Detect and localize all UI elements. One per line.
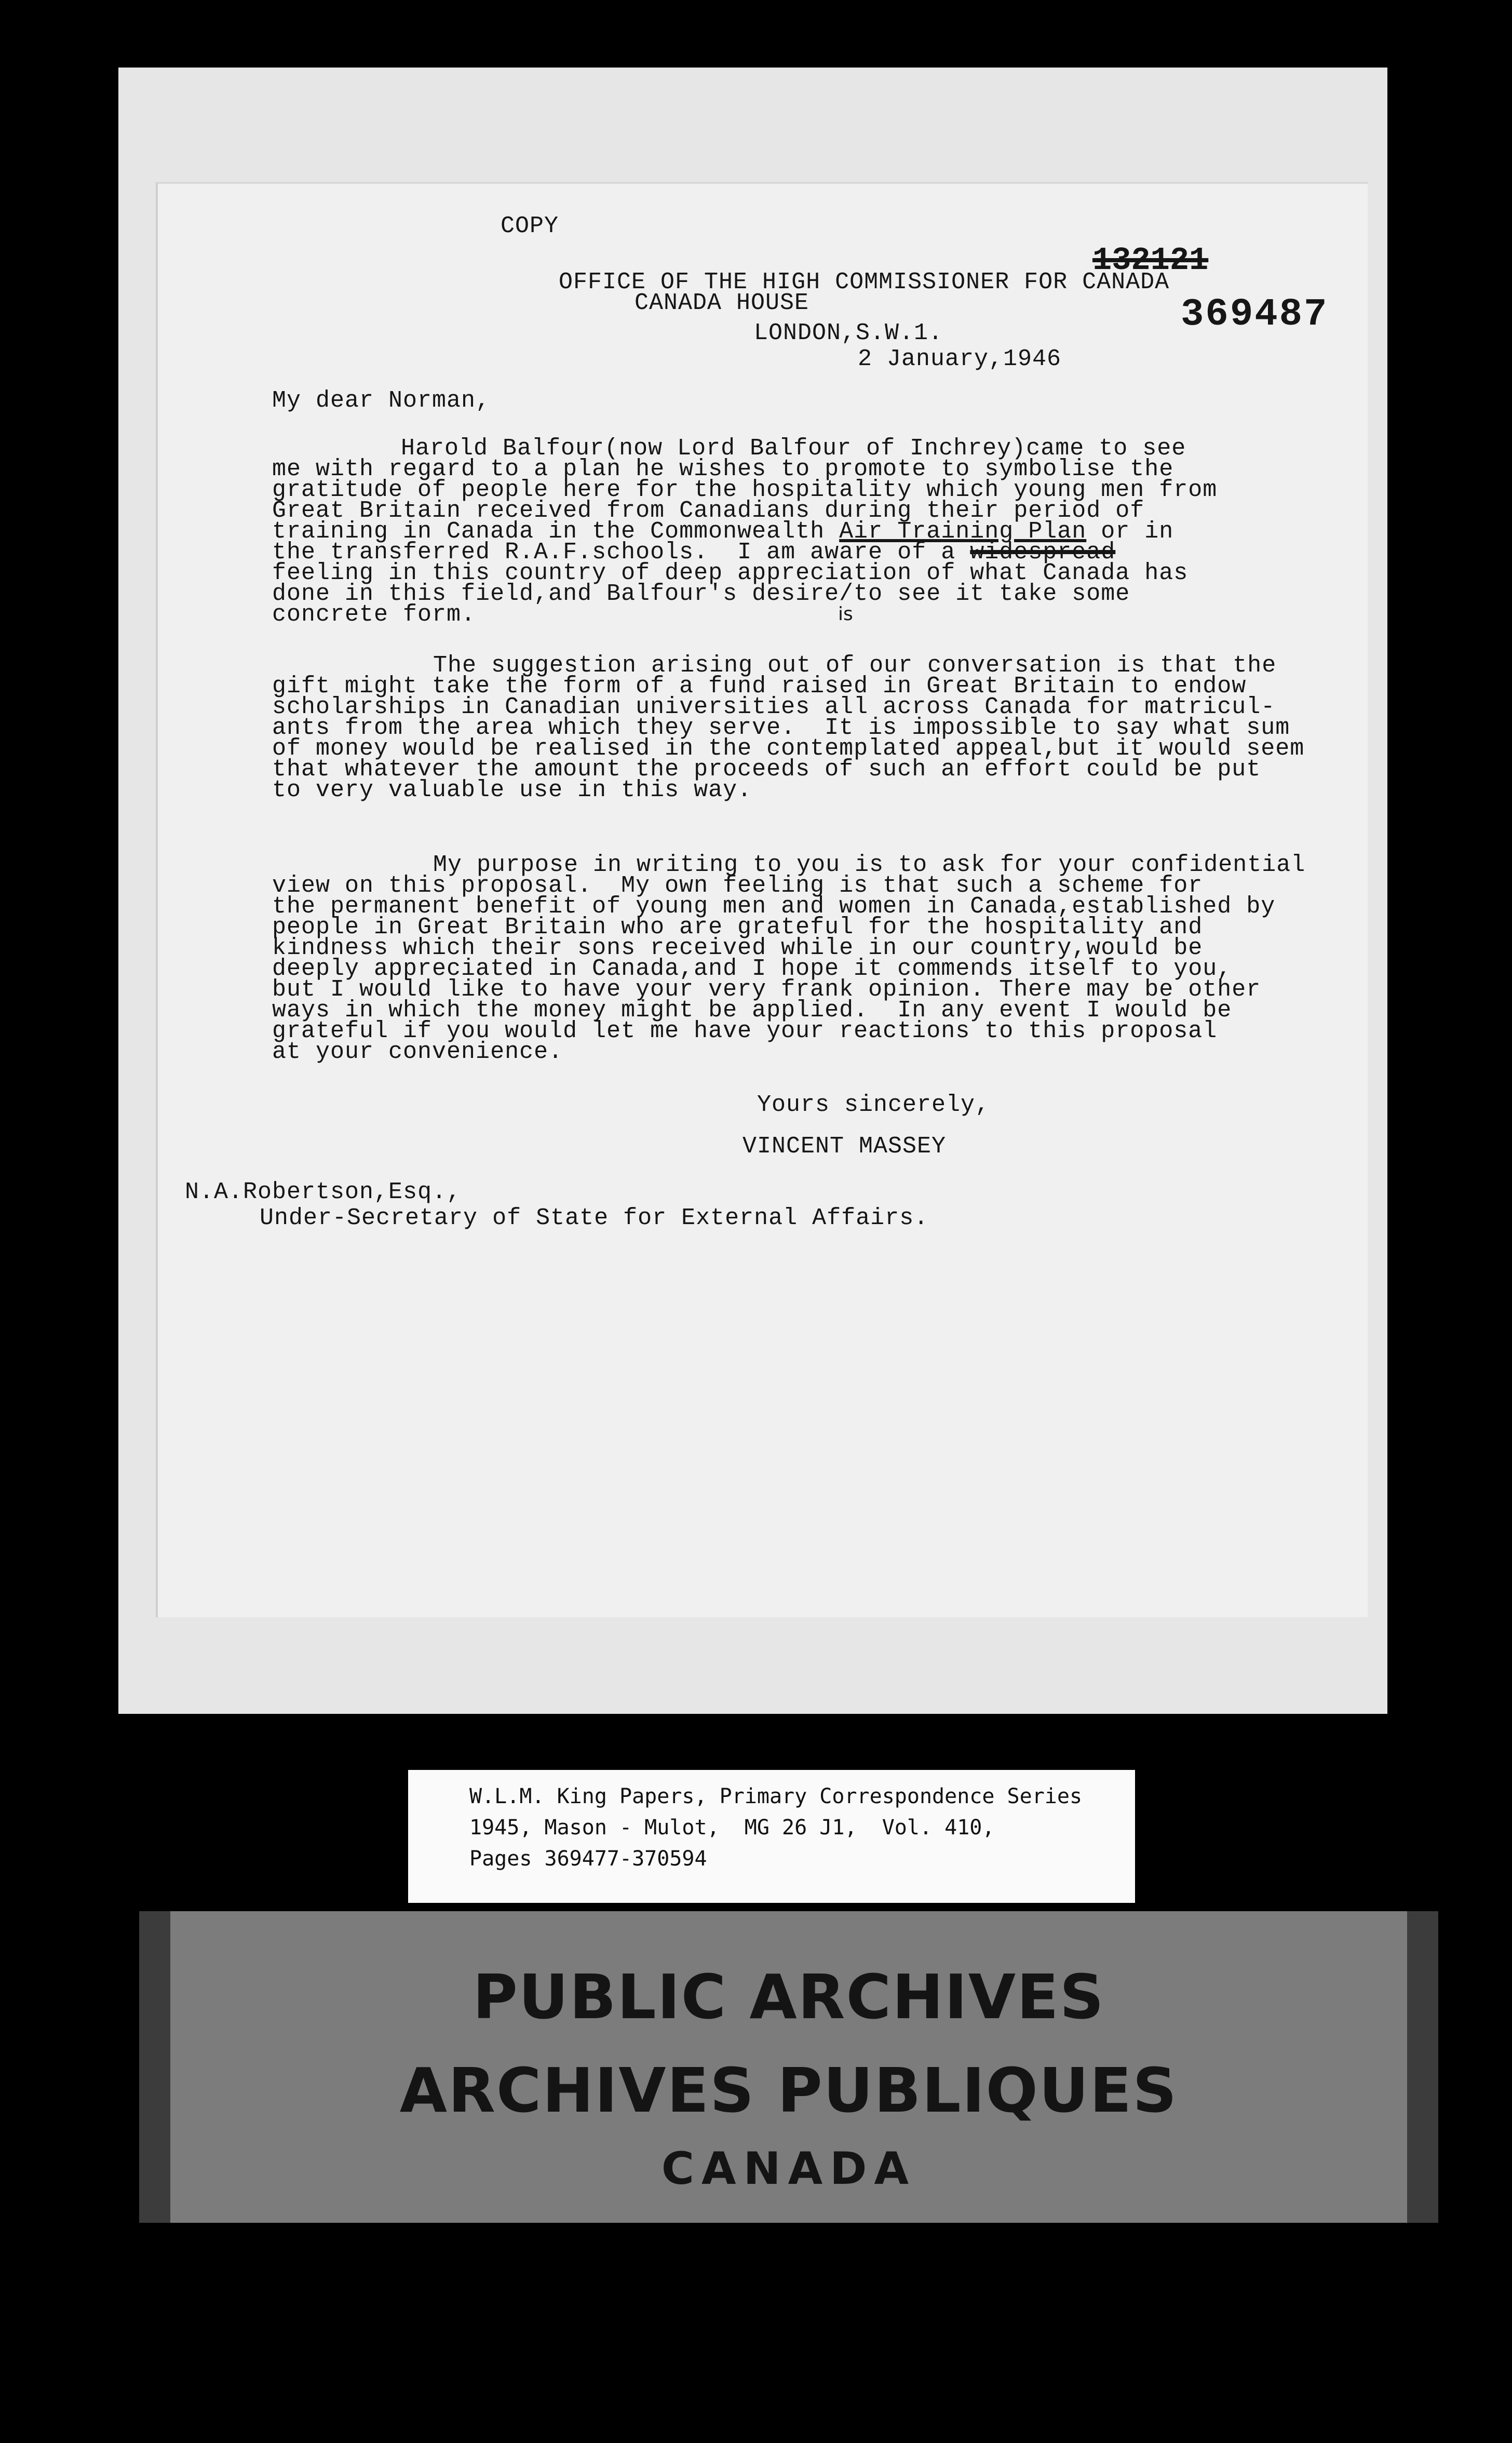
letterhead-city: LONDON,S.W.1. <box>754 320 943 346</box>
addressee-title: Under-Secretary of State for External Affairs. <box>260 1205 929 1231</box>
p2-line: ants from the area which they serve. It is impossible to say what sum <box>272 715 1290 741</box>
p1-line: the transferred R.A.F.schools. I am aware of a widespread <box>272 539 1116 566</box>
p1-line: concrete form. <box>272 601 476 628</box>
stamp-line-country: CANADA <box>661 2143 916 2195</box>
p2-line: to very valuable use in this way. <box>272 777 752 803</box>
label-line: 1945, Mason - Mulot, MG 26 J1, Vol. 410, <box>469 1816 995 1840</box>
p3-line: at your convenience. <box>272 1039 563 1065</box>
copy-mark: COPY <box>501 213 559 239</box>
p3-line: deeply appreciated in Canada,and I hope it commends itself to you, <box>272 956 1232 982</box>
letter-date: 2 January,1946 <box>858 346 1062 372</box>
p2-line: that whatever the amount the proceeds of such an effort could be put <box>272 756 1261 783</box>
closing: Yours sincerely, <box>757 1092 990 1118</box>
struck-reference-number: 132121 <box>1092 242 1209 279</box>
p3-line: My purpose in writing to you is to ask for your confidential <box>433 852 1306 878</box>
p2-line: The suggestion arising out of our conversation is that the <box>433 652 1277 679</box>
archive-label <box>408 1770 1135 1903</box>
archives-stamp <box>141 1911 1436 2223</box>
p3-line: the permanent benefit of young men and women in Canada,established by <box>272 893 1276 920</box>
stamp-line-french: ARCHIVES PUBLIQUES <box>399 2055 1178 2126</box>
addressee-name: N.A.Robertson,Esq., <box>185 1179 462 1205</box>
p3-line: people in Great Britain who are grateful for the hospitality and <box>272 914 1203 941</box>
p1-line: Great Britain received from Canadians during their period of <box>272 498 1145 524</box>
stamp-line-english: PUBLIC ARCHIVES <box>473 1961 1105 2033</box>
p1-line: done in this field,and Balfour's desire/to see it take some <box>272 581 1130 607</box>
label-line: W.L.M. King Papers, Primary Correspondence Series <box>469 1784 1083 1808</box>
p1-line: gratitude of people here for the hospitality which young men from <box>272 477 1218 503</box>
p2-line: of money would be realised in the contemplated appeal,but it would seem <box>272 735 1305 762</box>
p2-line: gift might take the form of a fund raised in Great Britain to endow <box>272 673 1247 700</box>
p1-line: Harold Balfour(now Lord Balfour of Inchrey)came to see <box>401 435 1186 462</box>
letterhead-office: OFFICE OF THE HIGH COMMISSIONER FOR CANADA <box>559 269 1170 296</box>
label-line: Pages 369477-370594 <box>469 1847 707 1871</box>
signature: VINCENT MASSEY <box>743 1133 947 1160</box>
struck-word: widespread <box>970 539 1116 566</box>
p1-line: me with regard to a plan he wishes to promote to symbolise the <box>272 456 1174 482</box>
letterhead-house: CANADA HOUSE <box>634 290 809 316</box>
p3-line: kindness which their sons received while in our country,would be <box>272 935 1203 961</box>
reference-number: 369487 <box>1181 293 1329 337</box>
salutation: My dear Norman, <box>272 387 491 414</box>
p2-line: scholarships in Canadian universities all across Canada for matricul- <box>272 694 1276 720</box>
p1-line: feeling in this country of deep appreciation of what Canada has <box>272 560 1189 586</box>
p1-line: training in Canada in the Commonwealth Air Training Plan or in <box>272 518 1174 545</box>
underlined-phrase: Air Training Plan <box>839 518 1087 545</box>
handwritten-insertion: is <box>838 603 853 625</box>
p3-line: grateful if you would let me have your reactions to this proposal <box>272 1018 1218 1044</box>
p3-line: view on this proposal. My own feeling is that such a scheme for <box>272 873 1203 899</box>
p3-line: but I would like to have your very frank opinion. There may be other <box>272 976 1261 1003</box>
letter-page <box>156 182 1368 1617</box>
p3-line: ways in which the money might be applied. In any event I would be <box>272 997 1232 1024</box>
